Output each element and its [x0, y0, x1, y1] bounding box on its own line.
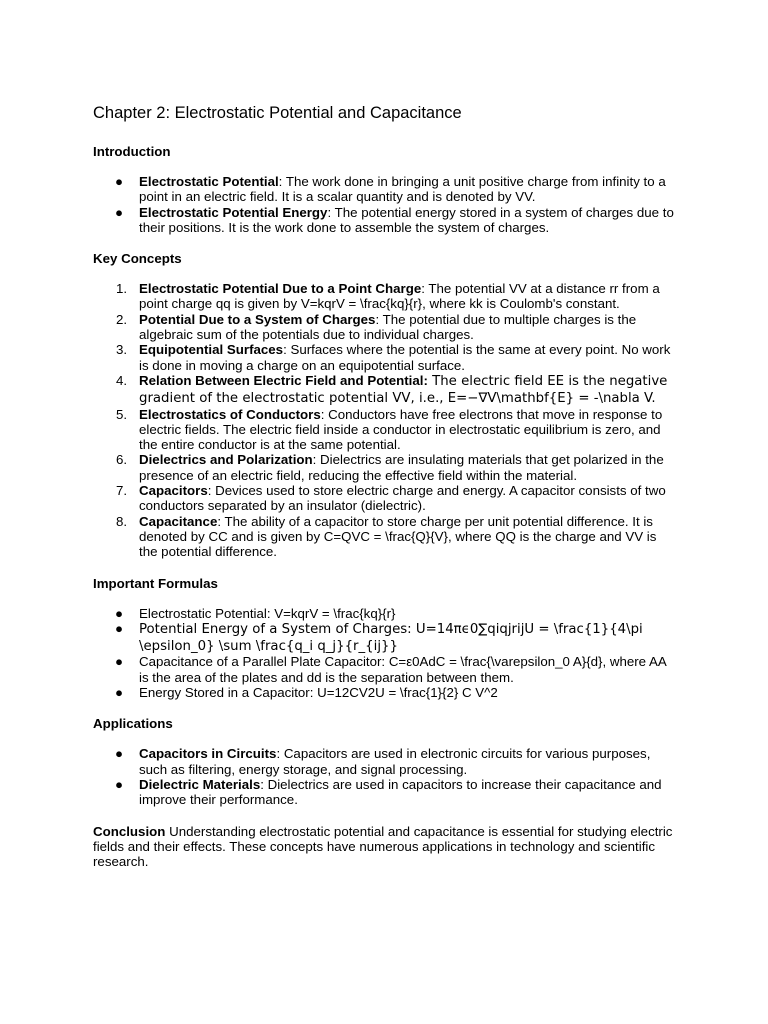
item-text: : The potential VV at a distance rr from a point charge qq is given by V=kqrV = \frac{kq}{r}, where kk is Coulomb's constant. — [139, 281, 660, 312]
item-term: Capacitors in Circuits — [139, 746, 277, 762]
item-term: Equipotential Surfaces — [139, 342, 284, 358]
list-item — [93, 621, 678, 655]
conclusion-term: Conclusion — [93, 823, 166, 839]
item-term: Electrostatic Potential Energy — [139, 204, 328, 220]
number-marker: 6. — [116, 452, 128, 468]
list-item — [93, 654, 678, 685]
key-concepts-heading: Key Concepts — [93, 251, 182, 267]
list-item — [93, 746, 678, 777]
document-page — [93, 102, 678, 869]
item-term: Dielectric Materials — [139, 776, 261, 792]
item-term: Dielectrics and Polarization — [139, 452, 313, 468]
formula-text: Capacitance of a Parallel Plate Capacitor: C=ε0AdC = \frac{\varepsilon_0 A}{d}, where AA is the area of the plates and dd is the separation between them. — [139, 654, 667, 685]
number-marker: 4. — [116, 372, 128, 388]
item-term: Potential Due to a System of Charges — [139, 311, 376, 327]
bullet-marker: ● — [115, 605, 124, 621]
item-text: : Capacitors are used in electronic circuits for various purposes, such as filtering, energy storage, and signal processing. — [139, 746, 651, 777]
introduction-heading: Introduction — [93, 144, 171, 159]
introduction-list — [93, 174, 678, 235]
list-item — [93, 373, 678, 407]
formulas-list — [93, 606, 678, 701]
number-marker: 2. — [116, 311, 128, 327]
item-term: Capacitors — [139, 483, 208, 499]
bullet-marker: ● — [115, 654, 124, 670]
number-marker: 1. — [116, 281, 128, 297]
formula-text: Electrostatic Potential: V=kqrV = \frac{kq}{r} — [139, 605, 396, 621]
page-title: Chapter 2: Electrostatic Potential and Capacitance — [93, 104, 462, 122]
formula-text: Potential Energy of a System of Charges: U=14πϵ0∑qiqjrijU = \frac{1}{4\pi \epsilon_0} \sum \frac{q_i q_j}{r_{ij}} — [139, 621, 643, 654]
list-item — [93, 205, 678, 236]
applications-list — [93, 746, 678, 807]
item-text: : The potential due to multiple charges is the algebraic sum of the potentials due to individual charges. — [139, 311, 637, 343]
bullet-marker: ● — [115, 746, 124, 762]
list-item — [93, 174, 678, 205]
key-concepts-list — [93, 281, 678, 559]
item-text: : The ability of a capacitor to store charge per unit potential difference. It is denoted by CC and is given by C=QVC = \frac{Q}{V}, where QQ is the charge and VV is the potential difference. — [139, 513, 657, 560]
item-term: Electrostatic Potential — [139, 174, 279, 189]
list-item — [93, 514, 678, 560]
item-term: Capacitance — [139, 513, 218, 529]
bullet-marker: ● — [115, 204, 124, 220]
bullet-marker: ● — [115, 776, 124, 792]
bullet-marker: ● — [115, 685, 124, 701]
bullet-marker: ● — [115, 620, 124, 636]
item-text: : The work done in bringing a unit positive charge from infinity to a point in an electric field. It is a scalar quantity and is denoted by VV. — [139, 174, 666, 205]
item-text: The electric field EE is the negative gradient of the electrostatic potential VV, i.e., E=−∇V\mathbf{E} = -\nabla V. — [139, 373, 668, 406]
number-marker: 7. — [116, 483, 128, 499]
number-marker: 5. — [116, 406, 128, 422]
list-item — [93, 685, 678, 700]
list-item — [93, 606, 678, 621]
item-term: Relation Between Electric Field and Potential: — [139, 372, 428, 388]
item-text: : Devices used to store electric charge and energy. A capacitor consists of two conductors separated by an insulator (dielectric). — [139, 483, 666, 514]
number-marker: 8. — [116, 513, 128, 529]
applications-heading: Applications — [93, 716, 173, 732]
item-text: : Dielectrics are used in capacitors to increase their capacitance and improve their performance. — [139, 776, 662, 808]
conclusion-paragraph — [93, 824, 678, 870]
item-term: Electrostatic Potential Due to a Point Charge — [139, 281, 422, 297]
list-item — [93, 407, 678, 453]
conclusion-text: Understanding electrostatic potential and capacitance is essential for studying electric fields and their effects. These concepts have numerous applications in technology and scientific research. — [93, 823, 673, 870]
bullet-marker: ● — [115, 174, 124, 189]
list-item — [93, 452, 678, 483]
item-text: : Conductors have free electrons that move in response to electric fields. The electric field inside a conductor in electrostatic equilibrium is zero, and the entire conductor is at the same potential. — [139, 406, 663, 453]
list-item — [93, 483, 678, 514]
item-term: Electrostatics of Conductors — [139, 406, 321, 422]
list-item — [93, 312, 678, 343]
formula-text: Energy Stored in a Capacitor: U=12CV2U = \frac{1}{2} C V^2 — [139, 685, 498, 701]
formulas-heading: Important Formulas — [93, 575, 218, 591]
number-marker: 3. — [116, 342, 128, 358]
list-item — [93, 342, 678, 373]
list-item — [93, 777, 678, 808]
item-text: : The potential energy stored in a system of charges due to their positions. It is the work done to assemble the system of charges. — [139, 204, 674, 235]
list-item — [93, 281, 678, 312]
item-text: : Dielectrics are insulating materials that get polarized in the presence of an electric field, reducing the effective field within the material. — [139, 452, 664, 483]
item-text: : Surfaces where the potential is the same at every point. No work is done in moving a charge on an equipotential surface. — [139, 342, 671, 373]
